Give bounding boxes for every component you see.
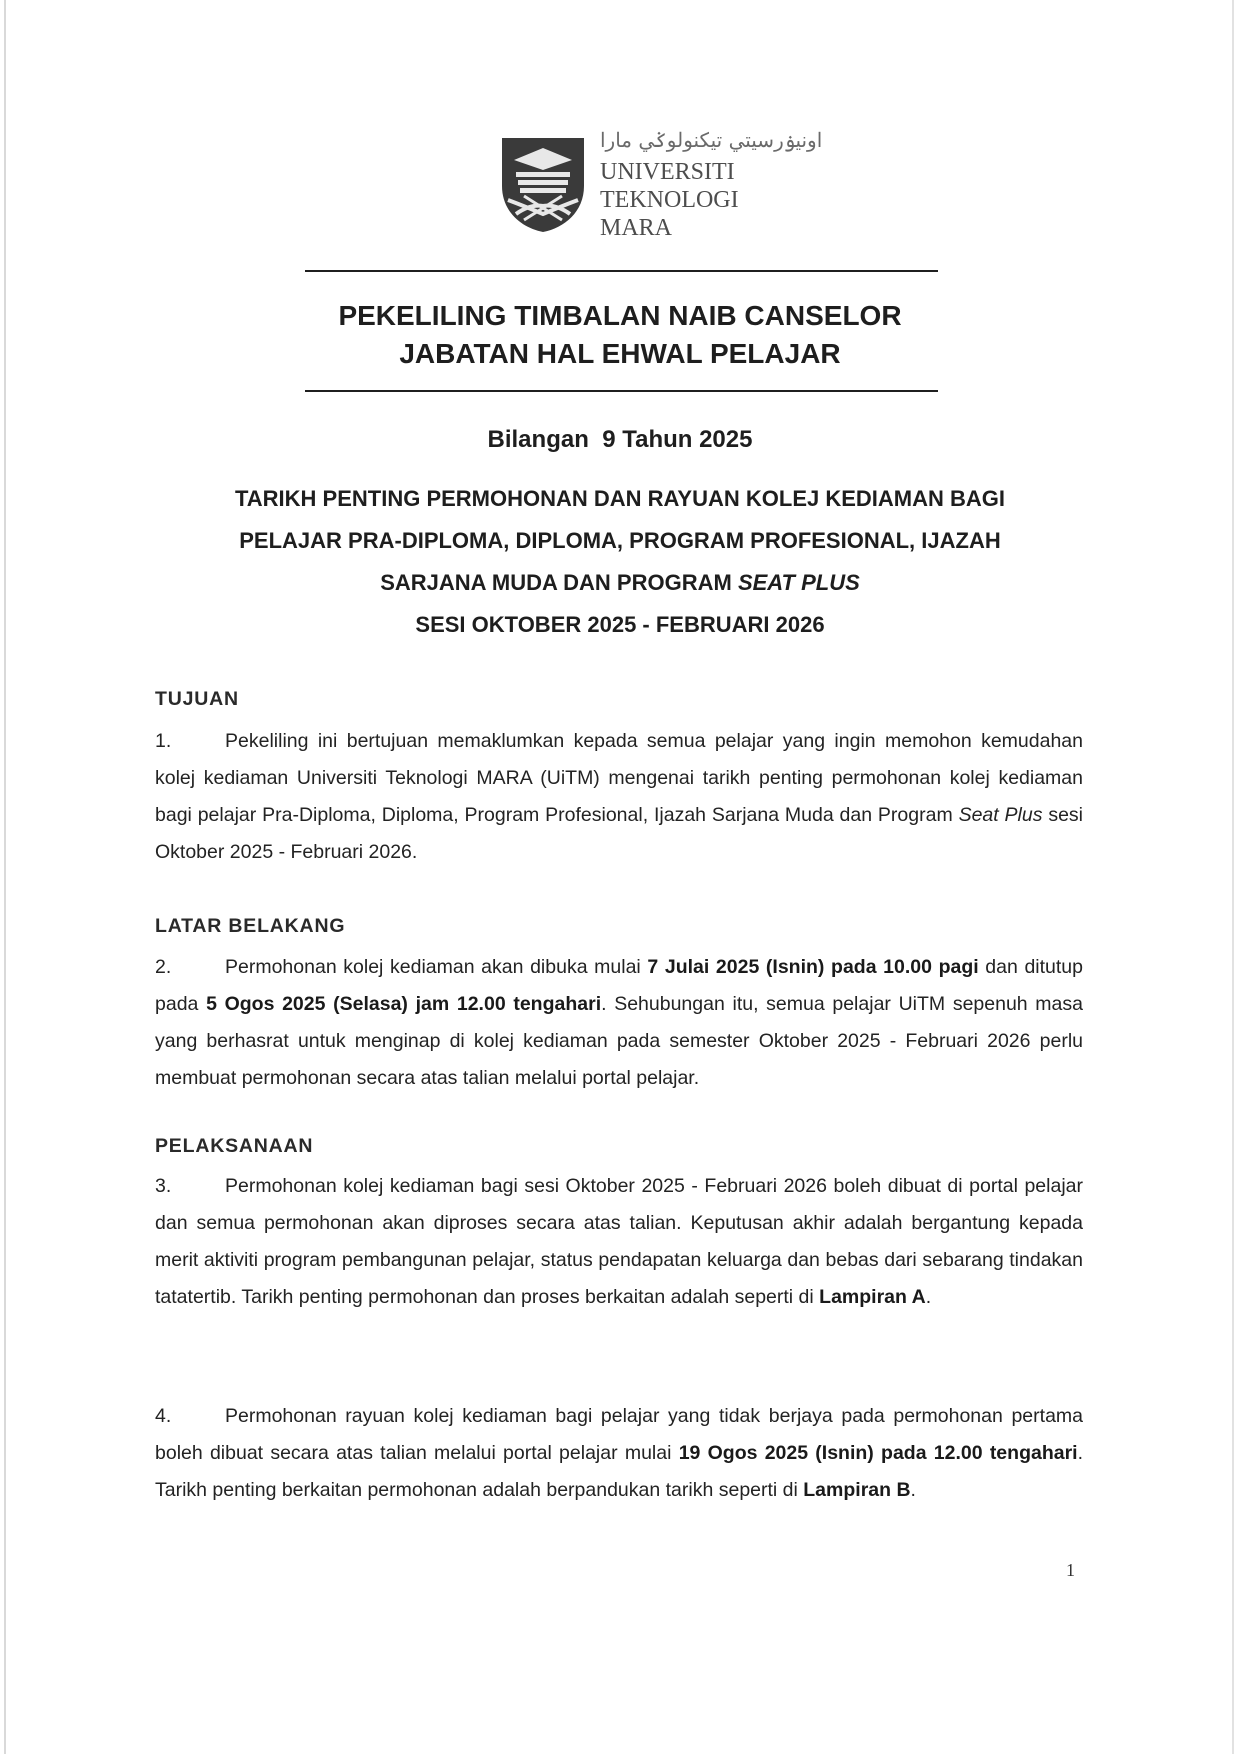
paragraph-text: . Sehubungan itu, semua pelajar UiTM sepenuh masa yang berhasrat untuk menginap di kolej kediaman pada semester Oktober 2025 - Februari 2026 perlu membuat permohonan secara atas talian melalui portal pelajar. <box>155 993 1083 1089</box>
subject-line-3 <box>160 562 1080 604</box>
paragraph-number: 3. <box>155 1175 172 1197</box>
paragraph-text: Pekeliling ini bertujuan memaklumkan kepada semua pelajar yang ingin memohon kemudahan kolej kediaman Universiti Teknologi MARA (UiTM) mengenai tarikh penting permohonan kolej kediaman bagi pelajar Pra-Diploma, Diploma, Program Profesional, Ijazah Sarjana Muda dan Program <box>155 730 1083 826</box>
paragraph-text: . <box>910 1479 916 1501</box>
paragraph-number: 4. <box>155 1405 172 1427</box>
logo-line-universiti: UNIVERSITI <box>600 159 735 185</box>
scan-edge-left <box>4 0 6 1754</box>
subject-line-3-italic: SEAT PLUS <box>737 570 860 595</box>
paragraph-4 <box>155 1398 1083 1509</box>
paragraph-text: Permohonan rayuan kolej kediaman bagi pelajar yang tidak berjaya pada permohonan pertama boleh dibuat secara atas talian melalui portal pelajar mulai <box>155 1405 1083 1464</box>
paragraph-text: . <box>925 1286 932 1308</box>
paragraph-text: Permohonan kolej kediaman akan dibuka mulai <box>225 956 648 978</box>
paragraph-bold: 7 Julai 2025 (Isnin) pada 10.00 pagi <box>647 956 979 978</box>
paragraph-text: . Tarikh penting berkaitan permohonan adalah berpandukan tarikh seperti di <box>155 1442 1084 1501</box>
paragraph-bold: 19 Ogos 2025 (Isnin) pada 12.00 tengahari <box>678 1442 1078 1464</box>
paragraph-number: 2. <box>155 956 172 978</box>
paragraph-text: dan ditutup pada <box>155 956 1083 1015</box>
title-line-1: PEKELILING TIMBALAN NAIB CANSELOR <box>338 300 902 331</box>
paragraph-2 <box>155 949 1083 1097</box>
paragraph-bold: Lampiran B <box>803 1479 911 1501</box>
paragraph-text: sesi Oktober 2025 - Februari 2026. <box>155 804 1083 863</box>
subject-line-4: SESI OKTOBER 2025 - FEBRUARI 2026 <box>415 612 825 637</box>
circular-number: Bilangan 9 Tahun 2025 <box>487 426 753 453</box>
bottom-divider <box>305 390 938 392</box>
paragraph-1 <box>155 723 1083 871</box>
uitm-logo <box>498 128 823 241</box>
paragraph-3 <box>155 1168 1083 1316</box>
paragraph-bold: 5 Ogos 2025 (Selasa) jam 12.00 tengahari <box>206 993 602 1015</box>
page-number: 1 <box>1066 1560 1075 1580</box>
scan-edge-right <box>1232 0 1234 1754</box>
section-heading-latar-belakang: LATAR BELAKANG <box>155 915 346 937</box>
subject-line-3-text: SARJANA MUDA DAN PROGRAM <box>380 570 738 595</box>
logo-line-mara: MARA <box>600 215 673 241</box>
circular-subject <box>160 478 1080 646</box>
section-heading-tujuan: TUJUAN <box>155 688 239 710</box>
section-heading-pelaksanaan: PELAKSANAAN <box>155 1135 314 1157</box>
subject-line-2: PELAJAR PRA-DIPLOMA, DIPLOMA, PROGRAM PROFESIONAL, IJAZAH <box>239 528 1001 553</box>
subject-line-1: TARIKH PENTING PERMOHONAN DAN RAYUAN KOLEJ KEDIAMAN BAGI <box>234 486 1006 511</box>
paragraph-number: 1. <box>155 730 172 752</box>
uitm-emblem-icon <box>498 134 588 234</box>
logo-jawi-text: اونيۏرسيتي تيكنولوݢي مارا <box>600 128 823 152</box>
paragraph-bold: Lampiran A <box>819 1286 926 1308</box>
title-line-2: JABATAN HAL EHWAL PELAJAR <box>399 338 841 369</box>
circular-office-title <box>160 297 1080 373</box>
top-divider <box>305 270 938 272</box>
logo-line-teknologi: TEKNOLOGI <box>600 187 739 213</box>
paragraph-text: Permohonan kolej kediaman bagi sesi Oktober 2025 - Februari 2026 boleh dibuat di portal pelajar dan semua permohonan akan diproses secara atas talian. Keputusan akhir adalah bergantung kepada merit aktiviti program pembangunan pelajar, status pendapatan keluarga dan bebas dari sebarang tindakan tatatertib. Tarikh penting permohonan dan proses berkaitan adalah seperti di <box>155 1175 1083 1308</box>
paragraph-italic: Seat Plus <box>958 804 1043 826</box>
